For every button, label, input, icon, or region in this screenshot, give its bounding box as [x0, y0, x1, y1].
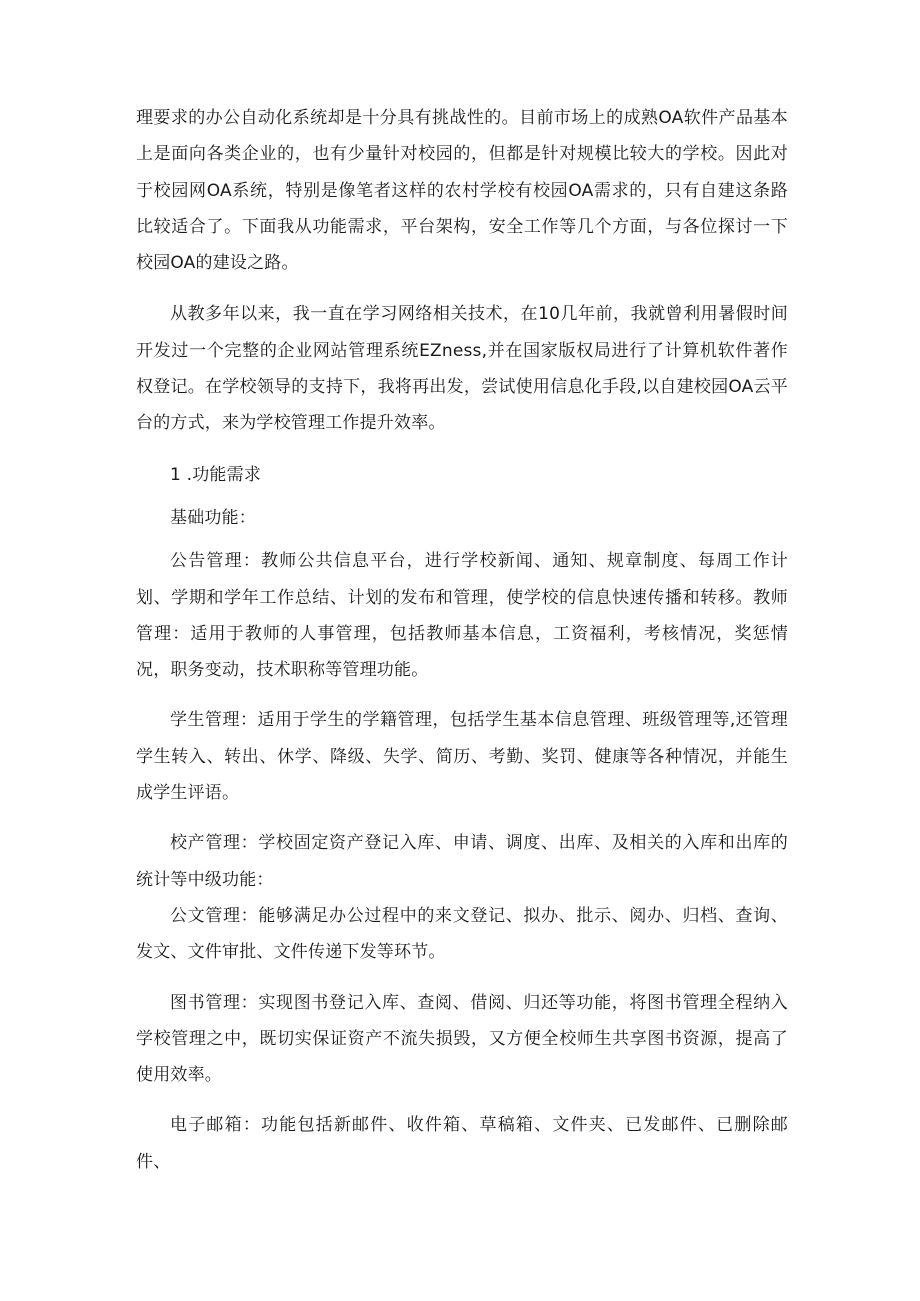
paragraph-oa-intro: 理要求的办公自动化系统却是十分具有挑战性的。目前市场上的成熟OA软件产品基本上是面向各类企业的，也有少量针对校园的，但都是针对规模比较大的学校。因此对于校园网OA系统，特别是像笔者这样的农村学校有校园OA需求的，只有自建这条路比较适合了。下面我从功能需求，平台架构，安全工作等几个方面，与各位探讨一下校园OA的建设之路。 — [136, 108, 788, 274]
paragraph-author-background: 从教多年以来，我一直在学习网络相关技术，在10几年前，我就曾利用暑假时间开发过一个完整的企业网站管理系统EZness,并在国家版权局进行了计算机软件著作权登记。在学校领导的支持下，我将再出发，尝试使用信息化手段,以自建校园OA云平台的方式，来为学校管理工作提升效率。 — [136, 304, 788, 434]
section-heading-function-requirements: 1 .功能需求 — [170, 464, 262, 485]
paragraph-student-management: 学生管理：适用于学生的学籍管理，包括学生基本信息管理、班级管理等,还管理学生转入、转出、休学、降级、失学、简历、考勤、奖罚、健康等各种情况，并能生成学生评语。 — [136, 710, 788, 804]
paragraph-announcement-management: 公告管理：教师公共信息平台，进行学校新闻、通知、规章制度、每周工作计划、学期和学年工作总结、计划的发布和管理，使学校的信息快速传播和转移。教师管理：适用于教师的人事管理，包括教师基本信息，工资福利，考核情况，奖惩情况，职务变动，技术职称等管理功能。 — [136, 551, 788, 681]
paragraph-email: 电子邮箱：功能包括新邮件、收件箱、草稿箱、文件夹、已发邮件、已删除邮件、 — [136, 1115, 788, 1172]
paragraph-asset-management: 校产管理：学校固定资产登记入库、申请、调度、出库、及相关的入库和出库的统计等中级功能： — [136, 833, 788, 890]
paragraph-document-management: 公文管理：能够满足办公过程中的来文登记、拟办、批示、阅办、归档、查询、发文、文件审批、文件传递下发等环节。 — [136, 905, 788, 963]
paragraph-library-management: 图书管理：实现图书登记入库、查阅、借阅、归还等功能，将图书管理全程纳入学校管理之中，既切实保证资产不流失损毁，又方便全校师生共享图书资源，提高了使用效率。 — [136, 992, 788, 1086]
document-body — [136, 100, 788, 1180]
subheading-basic-functions: 基础功能： — [170, 507, 256, 528]
